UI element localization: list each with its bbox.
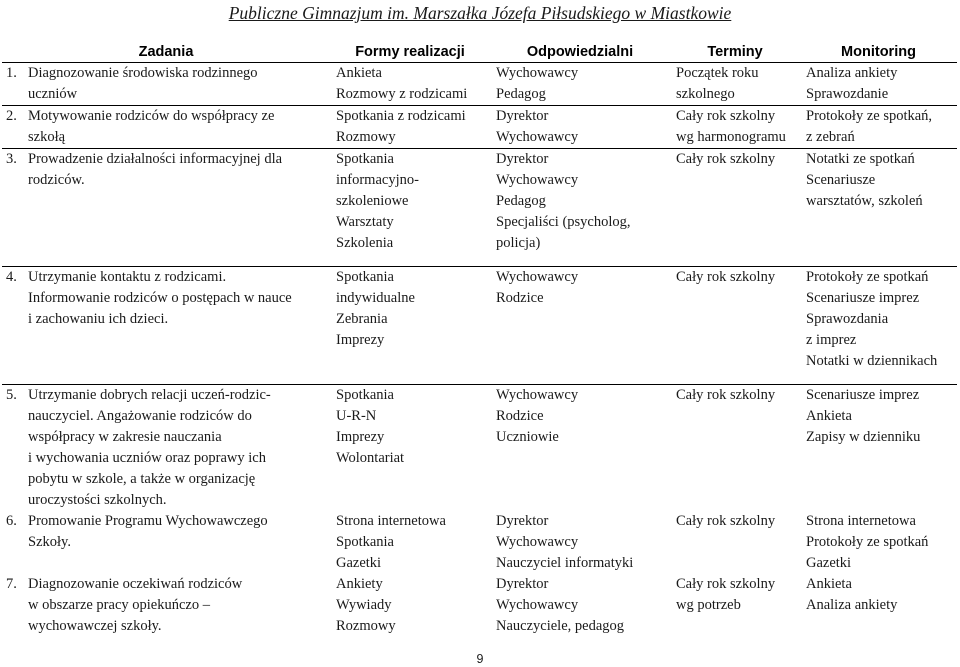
terms-cell — [670, 574, 800, 637]
form-item: informacyjno- — [336, 172, 419, 188]
monitoring-item: Sprawozdania — [806, 311, 889, 327]
task-cell — [2, 63, 330, 106]
task-number: 6. — [6, 513, 17, 529]
column-header-monitoring: Monitoring — [800, 42, 957, 63]
task-text: Utrzymanie dobrych relacji uczeń-rodzic- — [28, 387, 271, 403]
term-item: Cały rok szkolny — [676, 513, 776, 529]
task-line: uroczystości szkolnych. — [28, 492, 167, 508]
task-cell — [2, 385, 330, 512]
term-item: Cały rok szkolny — [676, 576, 776, 592]
monitoring-item: Protokoły ze spotkań, — [806, 108, 933, 124]
responsible-cell — [490, 149, 670, 267]
task-text: Motywowanie rodziców do współpracy ze — [28, 108, 275, 124]
task-text: Diagnozowanie oczekiwań rodziców — [28, 576, 243, 592]
task-line — [6, 149, 324, 170]
column-header-terms: Terminy — [670, 42, 800, 63]
responsible-item: Rodzice — [496, 290, 544, 306]
monitoring-cell — [800, 574, 957, 637]
responsible-item: Wychowawcy — [496, 129, 579, 145]
form-item: Strona internetowa — [336, 513, 446, 529]
table-row — [2, 385, 957, 512]
responsible-item: Nauczyciele, pedagog — [496, 618, 625, 634]
form-item: Rozmowy — [336, 618, 396, 634]
task-cell — [2, 574, 330, 637]
form-item: indywidualne — [336, 290, 415, 306]
task-line: uczniów — [28, 86, 78, 102]
terms-cell — [670, 106, 800, 149]
monitoring-cell — [800, 63, 957, 106]
task-number: 2. — [6, 108, 17, 124]
table-row — [2, 63, 957, 106]
cooperation-plan-table — [2, 42, 957, 637]
task-line — [6, 511, 324, 532]
forms-cell — [330, 385, 490, 512]
form-item: Imprezy — [336, 332, 385, 348]
forms-cell — [330, 574, 490, 637]
responsible-item: Wychowawcy — [496, 65, 579, 81]
responsible-item: Pedagog — [496, 86, 546, 102]
responsible-cell — [490, 63, 670, 106]
column-header-tasks: Zadania — [2, 42, 330, 63]
responsible-item: Wychowawcy — [496, 172, 579, 188]
form-item: Spotkania — [336, 387, 394, 403]
responsible-item: Dyrektor — [496, 513, 549, 529]
monitoring-item: Notatki ze spotkań — [806, 151, 915, 167]
terms-cell — [670, 63, 800, 106]
term-item: Cały rok szkolny — [676, 151, 776, 167]
monitoring-item: Ankieta — [806, 576, 852, 592]
responsible-item: Uczniowie — [496, 429, 559, 445]
form-item: Wywiady — [336, 597, 392, 613]
monitoring-item: z imprez — [806, 332, 857, 348]
task-number: 5. — [6, 387, 17, 403]
table-row — [2, 106, 957, 149]
form-item: Gazetki — [336, 555, 382, 571]
task-number: 4. — [6, 269, 17, 285]
forms-cell — [330, 149, 490, 267]
forms-cell — [330, 267, 490, 385]
responsible-item: Specjaliści (psycholog, — [496, 214, 631, 230]
school-header: Publiczne Gimnazjum im. Marszałka Józefa Piłsudskiego w Miastkowie — [228, 3, 732, 23]
responsible-cell — [490, 106, 670, 149]
page-number: 9 — [476, 652, 484, 666]
monitoring-item: Scenariusze — [806, 172, 876, 188]
responsible-item: Dyrektor — [496, 108, 549, 124]
monitoring-cell — [800, 106, 957, 149]
monitoring-item: Notatki w dziennikach — [806, 353, 938, 369]
task-cell — [2, 106, 330, 149]
responsible-item: Pedagog — [496, 193, 546, 209]
task-text: Utrzymanie kontaktu z rodzicami. — [28, 269, 227, 285]
column-header-forms: Formy realizacji — [330, 42, 490, 63]
monitoring-item: z zebrań — [806, 129, 855, 145]
task-text: Diagnozowanie środowiska rodzinnego — [28, 65, 258, 81]
form-item: Spotkania — [336, 534, 394, 550]
task-number: 3. — [6, 151, 17, 167]
monitoring-cell — [800, 149, 957, 267]
task-cell — [2, 149, 330, 267]
task-line: współpracy w zakresie nauczania — [28, 429, 222, 445]
forms-cell — [330, 511, 490, 574]
responsible-item: Nauczyciel informatyki — [496, 555, 634, 571]
table-row — [2, 149, 957, 267]
task-line — [6, 574, 324, 595]
responsible-item: Wychowawcy — [496, 597, 579, 613]
monitoring-item: Scenariusze imprez — [806, 290, 920, 306]
form-item: Szkolenia — [336, 235, 394, 251]
task-number: 1. — [6, 65, 17, 81]
monitoring-item: Zapisy w dzienniku — [806, 429, 921, 445]
responsible-item: Dyrektor — [496, 151, 549, 167]
form-item: szkoleniowe — [336, 193, 409, 209]
task-line — [6, 267, 324, 288]
monitoring-item: Gazetki — [806, 555, 852, 571]
monitoring-item: Ankieta — [806, 408, 852, 424]
task-line: Informowanie rodziców o postępach w nauce — [28, 290, 292, 306]
responsible-cell — [490, 267, 670, 385]
responsible-item: Wychowawcy — [496, 387, 579, 403]
responsible-item: policja) — [496, 235, 541, 251]
term-item: Cały rok szkolny — [676, 108, 776, 124]
responsible-item: Wychowawcy — [496, 269, 579, 285]
monitoring-item: Sprawozdanie — [806, 86, 889, 102]
task-number: 7. — [6, 576, 17, 592]
term-item: Początek roku — [676, 65, 759, 81]
responsible-cell — [490, 511, 670, 574]
table-row — [2, 574, 957, 637]
form-item: Wolontariat — [336, 450, 405, 466]
task-line: w obszarze pracy opiekuńczo – — [28, 597, 210, 613]
task-line: nauczyciel. Angażowanie rodziców do — [28, 408, 252, 424]
form-item: Spotkania — [336, 269, 394, 285]
term-item: szkolnego — [676, 86, 735, 102]
term-item: wg potrzeb — [676, 597, 741, 613]
table-row — [2, 267, 957, 385]
table-header-row — [2, 42, 957, 63]
form-item: Spotkania z rodzicami — [336, 108, 466, 124]
forms-cell — [330, 63, 490, 106]
responsible-item: Dyrektor — [496, 576, 549, 592]
monitoring-item: Analiza ankiety — [806, 597, 898, 613]
form-item: U-R-N — [336, 408, 377, 424]
monitoring-cell — [800, 511, 957, 574]
monitoring-item: Protokoły ze spotkań — [806, 534, 929, 550]
monitoring-item: Scenariusze imprez — [806, 387, 920, 403]
form-item: Ankieta — [336, 65, 382, 81]
monitoring-item: warsztatów, szkoleń — [806, 193, 923, 209]
task-line: wychowawczej szkoły. — [28, 618, 162, 634]
task-line: i wychowania uczniów oraz poprawy ich — [28, 450, 266, 466]
monitoring-item: Protokoły ze spotkań — [806, 269, 929, 285]
form-item: Imprezy — [336, 429, 385, 445]
monitoring-cell — [800, 267, 957, 385]
task-text: Prowadzenie działalności informacyjnej dla — [28, 151, 283, 167]
task-line: rodziców. — [28, 172, 85, 188]
monitoring-cell — [800, 385, 957, 512]
form-item: Warsztaty — [336, 214, 394, 230]
terms-cell — [670, 511, 800, 574]
task-line: i zachowaniu ich dzieci. — [28, 311, 169, 327]
task-line: szkołą — [28, 129, 66, 145]
task-line — [6, 385, 324, 406]
task-line — [6, 63, 324, 84]
task-text: Promowanie Programu Wychowawczego — [28, 513, 268, 529]
task-line: pobytu w szkole, a także w organizację — [28, 471, 256, 487]
monitoring-item: Analiza ankiety — [806, 65, 898, 81]
term-item: Cały rok szkolny — [676, 269, 776, 285]
form-item: Rozmowy z rodzicami — [336, 86, 468, 102]
terms-cell — [670, 385, 800, 512]
forms-cell — [330, 106, 490, 149]
responsible-item: Wychowawcy — [496, 534, 579, 550]
task-cell — [2, 267, 330, 385]
monitoring-item: Strona internetowa — [806, 513, 916, 529]
form-item: Rozmowy — [336, 129, 396, 145]
form-item: Ankiety — [336, 576, 383, 592]
term-item: Cały rok szkolny — [676, 387, 776, 403]
task-line — [6, 106, 324, 127]
task-line: Szkoły. — [28, 534, 71, 550]
responsible-item: Rodzice — [496, 408, 544, 424]
column-header-responsible: Odpowiedzialni — [490, 42, 670, 63]
terms-cell — [670, 267, 800, 385]
term-item: wg harmonogramu — [676, 129, 786, 145]
form-item: Zebrania — [336, 311, 388, 327]
task-cell — [2, 511, 330, 574]
responsible-cell — [490, 385, 670, 512]
form-item: Spotkania — [336, 151, 394, 167]
table-row — [2, 511, 957, 574]
responsible-cell — [490, 574, 670, 637]
terms-cell — [670, 149, 800, 267]
